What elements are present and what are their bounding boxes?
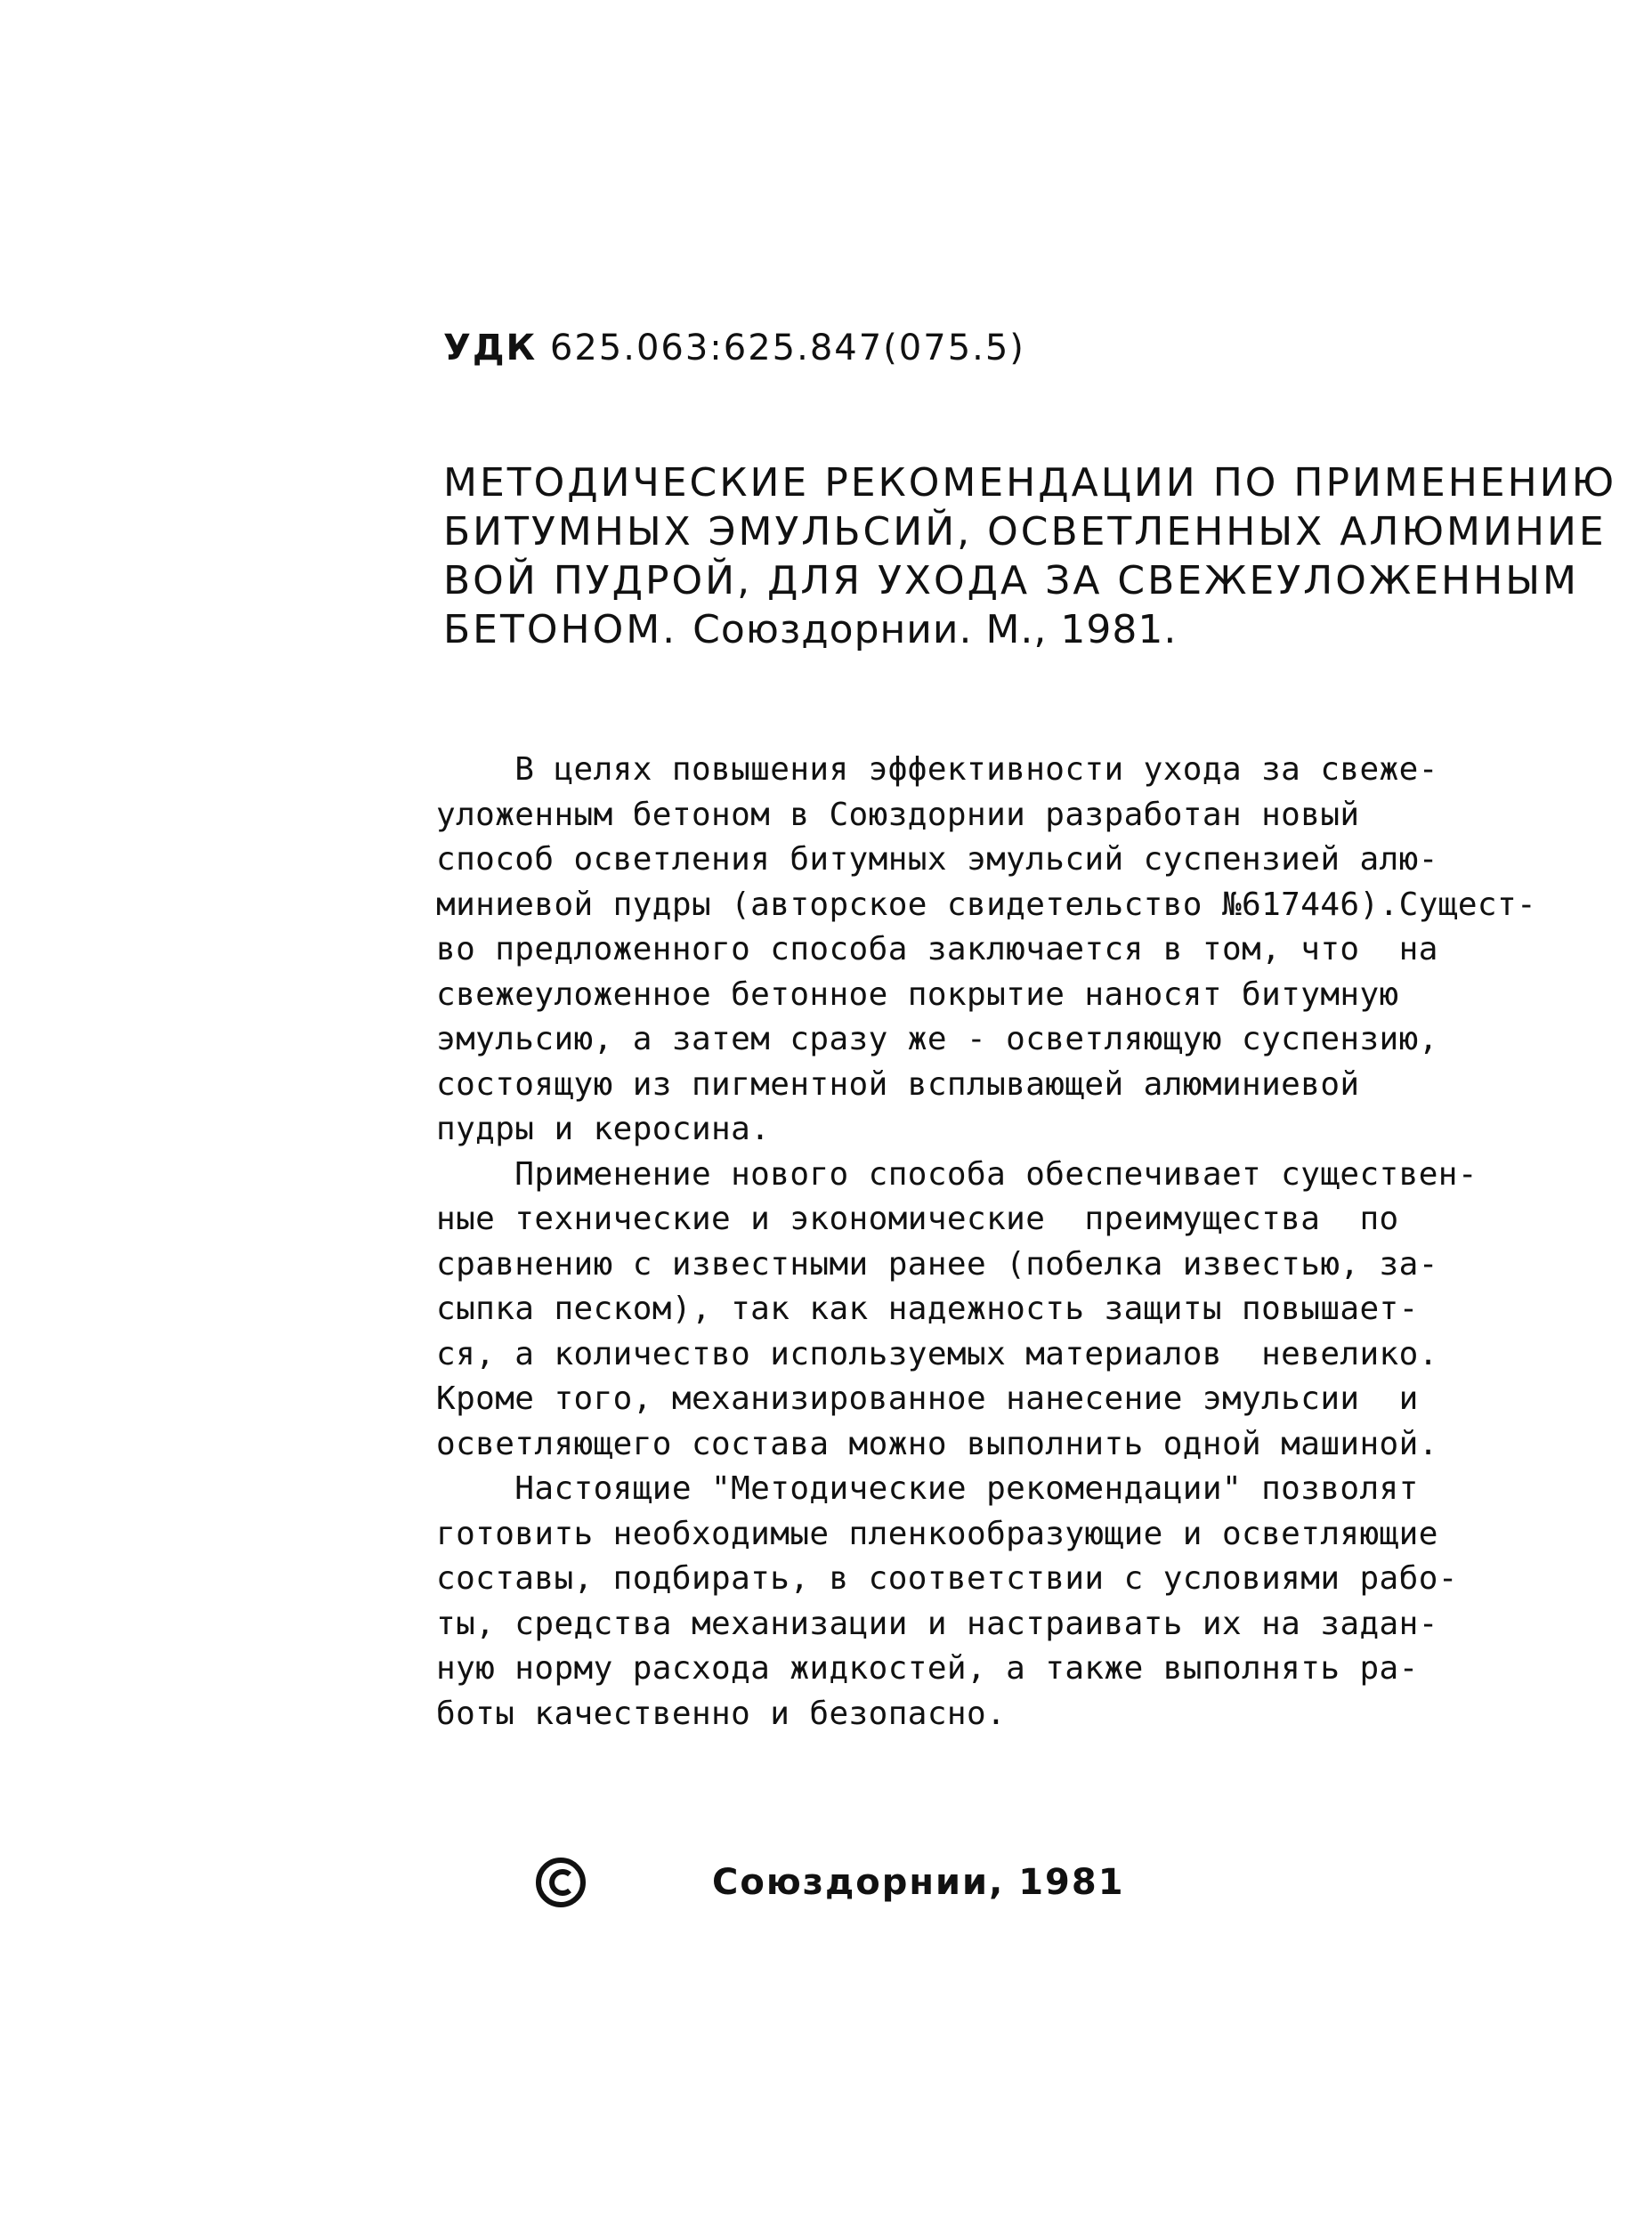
- abstract-line: состоящую из пигментной всплывающей алюминиевой: [436, 1065, 1360, 1103]
- abstract-line: ную норму расхода жидкостей, а также выполнять ра-: [436, 1650, 1419, 1687]
- udk-code: 625.063:625.847(075.5): [549, 328, 1025, 368]
- publisher-info: Союздорнии. М., 1981.: [692, 607, 1178, 652]
- abstract-line: миниевой пудры (авторское свидетельство №617446).Сущест-: [436, 886, 1537, 923]
- title-line-end: БЕТОНОМ.: [443, 607, 678, 652]
- abstract-line: боты качественно и безопасно.: [436, 1695, 1007, 1732]
- abstract-line: эмульсию, а затем сразу же - осветляющую суспензию,: [436, 1021, 1438, 1057]
- title-line: МЕТОДИЧЕСКИЕ РЕКОМЕНДАЦИИ ПО ПРИМЕНЕНИЮ: [443, 460, 1617, 506]
- abstract-line: сыпка песком), так как надежность защиты повышает-: [436, 1291, 1419, 1327]
- abstract-line: составы, подбирать, в соответствии с условиями рабо-: [436, 1560, 1458, 1597]
- udk-classification: [443, 328, 1025, 368]
- abstract-line: Применение нового способа обеспечивает существен-: [436, 1155, 1478, 1193]
- abstract-line: свежеуложенное бетонное покрытие наносят битумную: [436, 975, 1399, 1013]
- abstract-line: осветляющего состава можно выполнить одной машиной.: [436, 1425, 1438, 1462]
- abstract-text: [436, 748, 1593, 1736]
- abstract-line: способ осветления битумных эмульсий суспензией алю-: [436, 841, 1438, 878]
- abstract-line: готовить необходимые пленкообразующие и осветляющие: [436, 1515, 1438, 1552]
- abstract-line: Настоящие "Методические рекомендации" позволят: [436, 1470, 1419, 1507]
- title-last-line: [443, 605, 1600, 654]
- abstract-line: ся, а количество используемых материалов невелико.: [436, 1335, 1438, 1372]
- copyright-notice: [534, 1856, 1125, 1909]
- title-line: БИТУМНЫХ ЭМУЛЬСИЙ, ОСВЕТЛЕННЫХ АЛЮМИНИЕ: [443, 509, 1607, 554]
- copyright-text: Союздорнии, 1981: [712, 1862, 1125, 1903]
- abstract-line: сравнению с известными ранее (побелка известью, за-: [436, 1245, 1438, 1283]
- abstract-line: В целях повышения эффективности ухода за свеже-: [436, 751, 1438, 788]
- document-title: [443, 458, 1617, 654]
- abstract-line: пудры и керосина.: [436, 1111, 771, 1147]
- abstract-line: ные технические и экономические преимущества по: [436, 1201, 1399, 1237]
- abstract-line: ты, средства механизации и настраивать их на задан-: [436, 1605, 1438, 1642]
- abstract-line: уложенным бетоном в Союздорнии разработан новый: [436, 796, 1360, 833]
- udk-label: УДК: [443, 328, 538, 368]
- abstract-line: во предложенного способа заключается в том, что на: [436, 931, 1438, 967]
- copyright-icon: [534, 1856, 587, 1909]
- abstract-line: Кроме того, механизированное нанесение эмульсии и: [436, 1380, 1419, 1417]
- title-line: ВОЙ ПУДРОЙ, ДЛЯ УХОДА ЗА СВЕЖЕУЛОЖЕННЫМ: [443, 558, 1579, 603]
